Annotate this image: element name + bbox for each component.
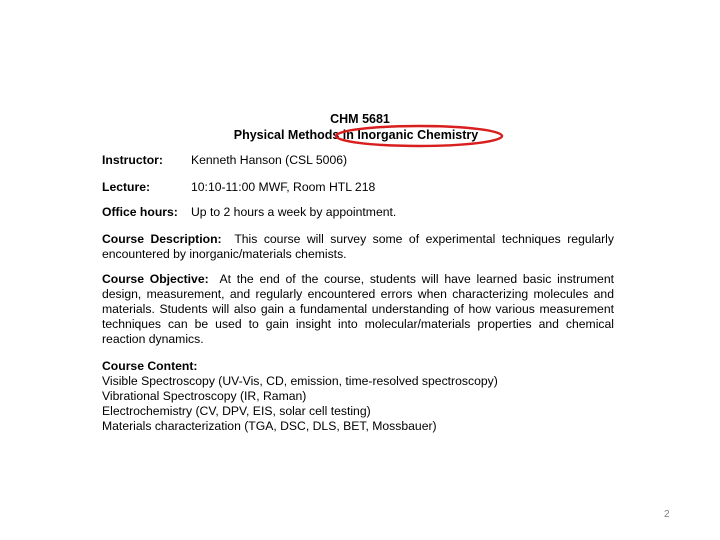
lecture-value: 10:10-11:00 MWF, Room HTL 218 (191, 180, 376, 194)
course-objective (102, 272, 614, 347)
instructor-value: Kenneth Hanson (CSL 5006) (191, 153, 348, 167)
course-code: CHM 5681 (330, 112, 390, 126)
course-description-label: Course Description: (102, 232, 222, 246)
course-name: Physical Methods in Inorganic Chemistry (233, 128, 479, 142)
highlight-oval (334, 124, 504, 148)
instructor-row (102, 153, 348, 168)
office-hours-value: Up to 2 hours a week by appointment. (191, 205, 397, 219)
list-item: Materials characterization (TGA, DSC, DLS, BET, Mossbauer) (102, 419, 437, 433)
list-item: Visible Spectroscopy (UV-Vis, CD, emission, time-resolved spectroscopy) (102, 374, 498, 388)
lecture-row (102, 180, 376, 195)
course-content-label: Course Content: (102, 359, 198, 373)
course-content (102, 359, 642, 434)
office-hours-row (102, 205, 397, 220)
list-item: Vibrational Spectroscopy (IR, Raman) (102, 389, 307, 403)
office-hours-label: Office hours: (102, 205, 178, 219)
page-number: 2 (664, 509, 670, 520)
instructor-label: Instructor: (102, 153, 163, 167)
lecture-label: Lecture: (102, 180, 151, 194)
course-objective-label: Course Objective: (102, 272, 209, 286)
list-item: Electrochemistry (CV, DPV, EIS, solar cell testing) (102, 404, 371, 418)
course-content-list (102, 374, 642, 434)
course-description (102, 232, 614, 262)
course-description-text: This course will survey some of experimental techniques regularly encountered by inorganic/materials chemists. (102, 232, 614, 261)
course-objective-text: At the end of the course, students will have learned basic instrument design, measurement, and regularly encountered errors when characterizing molecules and materials. Students will also gain a fundamental understanding of how various measurement techniques can be used to gain insight into molecular/materials properties and chemical reaction dynamics. (102, 272, 614, 346)
